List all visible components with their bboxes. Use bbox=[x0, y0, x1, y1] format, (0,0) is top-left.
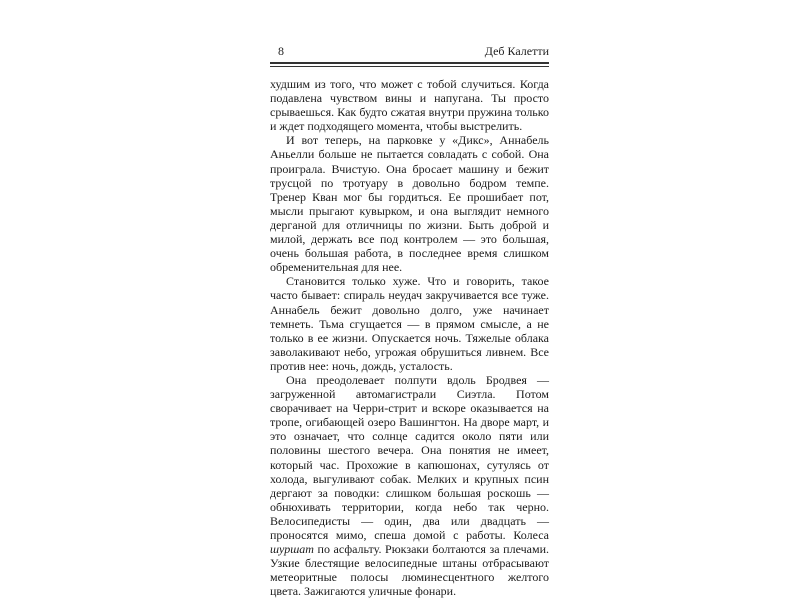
page-header bbox=[270, 44, 549, 60]
paragraph-4 bbox=[270, 373, 549, 599]
paragraph-4-part-1: Она преодолевает полпути вдоль Бродвея — загруженной автомагистрали Сиэтла. Потом сворачивает на Черри-стрит и вскоре оказывается на тропе, огибающей озеро Вашингтон. На дворе март, и это означает, что солнце садится около пяти или половины шестого вечера. Она понятия не имеет, который час. Прохожие в капюшонах, сутулясь от холода, выгуливают собак. Мелких и крупных псин дергают за поводки: слишком большая роскошь — обнюхивать территории, когда небо так черно. Велосипедисты — один, два или двадцать — проносятся мимо, спеша домой с работы. Колеса bbox=[270, 372, 549, 542]
page-number: 8 bbox=[278, 44, 284, 58]
running-title-author: Деб Калетти bbox=[484, 44, 549, 58]
paragraph-4-part-2: по асфальту. Рюкзаки болтаются за плечами. Узкие блестящие велосипедные штаны отбрасывают метеоритные полосы люминесцентного желтого цвета. Зажигаются уличные фонари. bbox=[270, 542, 549, 599]
paragraph-3: Становится только хуже. Что и говорить, такое часто бывает: спираль неудач закручивается все туже. Аннабель бежит довольно долго, уже начинает темнеть. Тьма сгущается — в прямом смысле, а не только в ее жизни. Опускается ночь. Тяжелые облака заволакивают небо, угрожая обрушиться ливнем. Все против нее: ночь, дождь, усталость. bbox=[270, 274, 549, 373]
page-body bbox=[270, 77, 549, 598]
header-rule-thick bbox=[270, 62, 549, 64]
paragraph-1: худшим из того, что может с тобой случиться. Когда подавлена чувством вины и напугана. Ты просто срываешься. Как будто сжатая внутри пружина только и ждет подходящего момента, чтобы выстрелить. bbox=[270, 77, 549, 134]
paragraph-4-italic-word: шуршат bbox=[270, 542, 314, 557]
paragraph-2: И вот теперь, на парковке у «Дикс», Аннабель Аньелли больше не пытается совладать с собой. Она проиграла. Вчистую. Она бросает машину и бежит трусцой по тротуару в довольно бодром темпе. Тренер Кван мог бы гордиться. Ее прошибает пот, мысли прыгают кувырком, и она выглядит немного дерганой для отличницы по жизни. Быть доброй и милой, держать все под контролем — это большая, очень большая работа, в последнее время слишком обременительная для нее. bbox=[270, 133, 549, 275]
header-rule-thin bbox=[270, 66, 549, 67]
